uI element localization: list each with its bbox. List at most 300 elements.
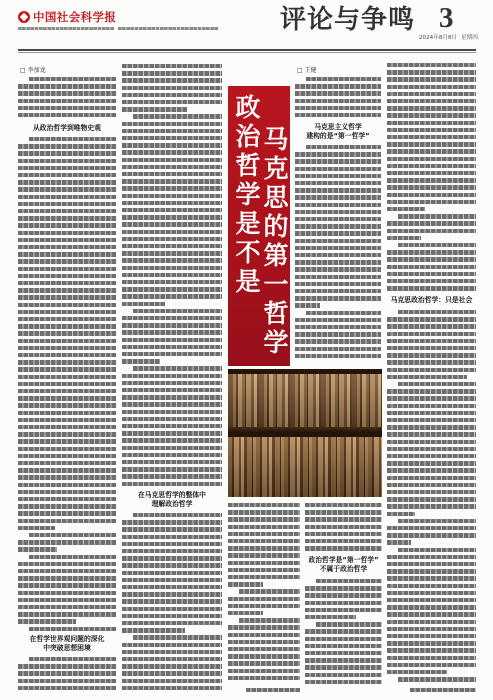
body-text — [122, 64, 222, 488]
text-line — [295, 195, 381, 199]
text-line — [122, 302, 165, 306]
text-line — [387, 272, 476, 276]
text-line — [18, 331, 116, 335]
text-line — [387, 598, 476, 602]
text-line — [398, 243, 476, 247]
text-line — [387, 236, 421, 240]
text-line — [295, 246, 381, 250]
text-line — [228, 546, 300, 550]
text-line — [18, 468, 116, 472]
text-line — [306, 77, 381, 81]
text-line — [228, 582, 263, 586]
text-line — [387, 63, 476, 67]
text-line — [18, 375, 116, 379]
text-line — [122, 535, 222, 539]
text-line — [18, 382, 116, 386]
text-line — [305, 539, 382, 543]
text-line — [122, 482, 222, 486]
text-line — [398, 310, 476, 314]
text-line — [387, 346, 476, 350]
text-line — [387, 620, 476, 624]
text-line — [228, 604, 300, 608]
text-line — [387, 418, 476, 422]
text-line — [122, 150, 222, 154]
text-line — [18, 598, 116, 602]
text-line — [122, 474, 222, 478]
text-line — [122, 607, 222, 611]
text-line — [18, 317, 116, 321]
text-line — [305, 615, 356, 619]
text-line — [122, 208, 222, 212]
text-line — [122, 64, 222, 68]
text-line — [305, 644, 382, 648]
body-text — [295, 77, 381, 121]
text-line — [295, 267, 381, 271]
text-line — [122, 643, 222, 647]
text-line — [18, 686, 116, 690]
article-left-byline: □ 李加龙 — [20, 67, 46, 74]
body-text — [295, 145, 381, 361]
text-line — [387, 569, 476, 573]
article-right-subhead — [295, 123, 381, 140]
text-line — [122, 352, 222, 356]
text-line — [122, 359, 160, 363]
text-line — [18, 274, 116, 278]
text-line — [305, 658, 382, 662]
text-line — [18, 612, 116, 616]
text-line — [387, 135, 476, 139]
text-line — [122, 650, 222, 654]
text-line — [122, 686, 222, 690]
text-line — [122, 165, 222, 169]
text-line — [18, 389, 116, 393]
text-line — [228, 647, 300, 651]
text-line — [387, 447, 476, 451]
text-line — [305, 680, 382, 684]
text-line — [387, 425, 476, 429]
text-line — [387, 375, 467, 379]
text-line — [18, 310, 116, 314]
text-line — [122, 273, 222, 277]
text-line — [122, 107, 187, 111]
text-line — [228, 625, 300, 629]
text-line — [387, 497, 476, 501]
text-line — [122, 158, 222, 162]
text-line — [387, 411, 476, 415]
text-line — [133, 635, 222, 639]
text-line — [305, 665, 382, 669]
text-line — [295, 354, 381, 358]
text-line — [18, 619, 76, 623]
text-line — [18, 159, 116, 163]
text-line — [18, 267, 116, 271]
text-line — [387, 77, 476, 81]
text-line — [387, 70, 476, 74]
text-line — [295, 239, 381, 243]
text-line — [239, 618, 300, 622]
text-line — [18, 547, 57, 551]
text-line — [387, 389, 476, 393]
text-line — [122, 323, 222, 327]
text-line — [122, 549, 222, 553]
text-line — [387, 634, 476, 638]
text-line — [122, 402, 222, 406]
text-line — [122, 316, 222, 320]
text-line — [295, 224, 381, 228]
text-line — [387, 562, 476, 566]
text-line — [18, 591, 116, 595]
text-line — [29, 137, 116, 141]
text-line — [387, 265, 476, 269]
text-line — [387, 113, 476, 117]
text-line — [18, 519, 116, 523]
text-line — [295, 106, 381, 110]
text-line — [316, 622, 382, 626]
section-title: 评论与争鸣 — [280, 5, 416, 35]
issue-date: 2024年8月8日 — [419, 35, 458, 41]
bookshelf-upper-row — [228, 369, 382, 427]
text-line — [387, 468, 476, 472]
text-line — [122, 410, 222, 414]
bookshelf-photo — [228, 369, 382, 497]
text-line — [387, 99, 476, 103]
text-line — [122, 453, 222, 457]
text-line — [122, 679, 222, 683]
text-line — [398, 214, 476, 218]
text-line — [18, 497, 116, 501]
article-left-subhead — [18, 124, 116, 133]
text-line — [18, 396, 116, 400]
masthead-rule — [18, 49, 476, 51]
text-line — [122, 244, 222, 248]
text-line — [122, 395, 222, 399]
text-line — [295, 167, 381, 171]
text-line — [387, 279, 476, 283]
feature-title-line-2: 马克思的第一哲学 — [260, 126, 289, 358]
text-line — [122, 186, 222, 190]
text-line — [122, 294, 222, 298]
text-line — [18, 339, 116, 343]
text-line — [18, 540, 116, 544]
masthead-info-line — [18, 27, 114, 30]
text-line — [122, 388, 222, 392]
text-line — [387, 404, 476, 408]
text-line — [122, 230, 222, 234]
text-line — [122, 585, 222, 589]
text-line — [122, 215, 222, 219]
subhead-line: 建构的是“第一哲学” — [306, 131, 370, 140]
text-line — [18, 439, 116, 443]
text-line — [387, 193, 476, 197]
text-line — [387, 106, 476, 110]
text-line — [295, 188, 381, 192]
text-line — [122, 258, 222, 262]
text-line — [122, 136, 222, 140]
text-line — [387, 555, 476, 559]
text-line — [387, 627, 476, 631]
text-line — [387, 663, 476, 667]
text-line — [18, 295, 116, 299]
text-line — [295, 332, 381, 336]
text-line — [18, 353, 116, 357]
article-right-subhead — [387, 296, 476, 305]
text-line — [122, 438, 222, 442]
text-line — [18, 106, 116, 110]
text-line — [122, 374, 222, 378]
text-line — [29, 533, 116, 537]
text-line — [122, 345, 222, 349]
text-line — [295, 159, 381, 163]
text-line — [295, 303, 320, 307]
text-line — [295, 181, 381, 185]
text-line — [122, 556, 222, 560]
text-line — [387, 317, 476, 321]
text-line — [18, 259, 116, 263]
text-line — [228, 640, 300, 644]
logo-emblem-mark — [20, 13, 28, 21]
text-line — [18, 411, 116, 415]
subhead-line: 政治哲学是“第一哲学” — [308, 556, 379, 564]
text-line — [228, 669, 300, 673]
text-line — [387, 526, 476, 530]
text-line — [228, 525, 300, 529]
text-line — [18, 605, 116, 609]
text-line — [228, 532, 300, 536]
text-line — [122, 78, 222, 82]
text-line — [228, 597, 300, 601]
subhead-line: 理解政治哲学 — [151, 499, 193, 508]
text-line — [133, 513, 222, 517]
text-line — [228, 517, 300, 521]
text-line — [387, 540, 411, 544]
subhead-line: 马克思政治哲学：只是社会 — [390, 296, 473, 304]
text-line — [18, 202, 116, 206]
bookshelf-lower-row — [228, 433, 382, 497]
text-line — [122, 614, 222, 618]
text-line — [18, 180, 116, 184]
text-line — [18, 324, 116, 328]
text-line — [29, 627, 116, 631]
text-line — [387, 178, 476, 182]
text-line — [18, 562, 116, 566]
text-line — [122, 280, 222, 284]
text-line — [387, 591, 476, 595]
body-text — [305, 503, 382, 555]
text-line — [387, 454, 476, 458]
text-line — [18, 216, 116, 220]
text-line — [387, 185, 476, 189]
text-line — [228, 553, 300, 557]
text-line — [122, 542, 222, 546]
text-line — [295, 318, 381, 322]
text-line — [18, 195, 116, 199]
text-line — [387, 648, 476, 652]
text-line — [228, 503, 300, 507]
text-line — [239, 589, 300, 593]
text-line — [305, 532, 382, 536]
text-line — [29, 657, 116, 661]
text-line — [122, 86, 222, 90]
text-line — [387, 200, 476, 204]
text-line — [18, 151, 116, 155]
text-line — [18, 679, 116, 683]
text-line — [18, 113, 116, 117]
text-line — [387, 229, 476, 233]
text-line — [18, 360, 116, 364]
text-line — [18, 403, 116, 407]
subhead-line: 中突破思想困境 — [43, 643, 91, 652]
text-line — [29, 555, 116, 559]
text-line — [295, 275, 381, 279]
text-line — [122, 287, 222, 291]
text-line — [305, 546, 382, 550]
text-line — [387, 257, 476, 261]
text-line — [387, 339, 476, 343]
text-line — [387, 512, 415, 516]
text-line — [122, 592, 222, 596]
text-line — [18, 576, 116, 580]
text-line — [18, 99, 116, 103]
text-line — [18, 91, 116, 95]
text-line — [305, 510, 382, 514]
text-line — [18, 511, 116, 515]
text-line — [29, 77, 116, 81]
body-text — [387, 310, 476, 686]
text-line — [387, 396, 476, 400]
text-line — [387, 670, 447, 674]
text-line — [122, 467, 222, 471]
text-line — [122, 417, 222, 421]
text-line — [18, 583, 116, 587]
text-line — [18, 432, 116, 436]
text-line — [18, 569, 116, 573]
text-line — [305, 586, 382, 590]
text-line — [18, 166, 116, 170]
subhead-line: 马克思主义哲学 — [314, 123, 362, 131]
text-line — [133, 309, 222, 313]
text-line — [122, 201, 222, 205]
text-line — [18, 84, 116, 88]
text-line — [122, 571, 222, 575]
text-line — [18, 454, 116, 458]
text-line — [228, 611, 263, 615]
text-line — [228, 661, 300, 665]
author-affiliation — [410, 688, 476, 692]
text-line — [122, 621, 222, 625]
text-line — [122, 664, 222, 668]
text-line — [387, 432, 476, 436]
text-line — [387, 250, 476, 254]
text-line — [18, 288, 116, 292]
text-line — [18, 209, 116, 213]
text-line — [18, 173, 116, 177]
text-line — [18, 671, 116, 675]
text-line — [295, 282, 381, 286]
text-line — [305, 503, 382, 507]
text-line — [122, 251, 222, 255]
text-line — [228, 676, 300, 680]
text-line — [122, 381, 222, 385]
text-line — [387, 483, 476, 487]
masthead-info-line — [118, 27, 218, 30]
text-line — [122, 93, 222, 97]
text-line — [387, 612, 476, 616]
text-line — [228, 510, 300, 514]
article-left-subhead — [122, 491, 222, 508]
text-line — [122, 460, 222, 464]
text-line — [387, 476, 476, 480]
text-line — [122, 520, 222, 524]
subhead-line: 不属于政治哲学 — [319, 564, 368, 573]
masthead-rule-thin — [18, 52, 476, 53]
text-line — [295, 260, 381, 264]
text-line — [295, 91, 381, 95]
text-line — [18, 281, 116, 285]
text-line — [305, 608, 382, 612]
text-line — [295, 84, 381, 88]
text-line — [122, 129, 222, 133]
feature-title-line-1: 政治哲学是不是 — [232, 94, 261, 297]
text-line — [387, 171, 476, 175]
text-line — [387, 149, 476, 153]
text-line — [387, 440, 476, 444]
text-line — [387, 504, 476, 508]
text-line — [122, 100, 222, 104]
body-text — [228, 503, 300, 683]
body-text — [18, 137, 116, 631]
text-line — [295, 231, 381, 235]
text-line — [387, 221, 476, 225]
text-line — [387, 605, 476, 609]
text-line — [122, 527, 222, 531]
page-number: 3 — [439, 2, 454, 34]
text-line — [306, 145, 381, 149]
article-right-subhead — [305, 556, 382, 573]
text-line — [387, 656, 476, 660]
text-line — [295, 113, 381, 117]
text-line — [18, 475, 116, 479]
text-line — [228, 568, 300, 572]
text-line — [305, 651, 382, 655]
text-line — [122, 424, 222, 428]
subhead-line: 在哲学世界观问题的深化 — [29, 635, 105, 643]
text-line — [387, 286, 476, 290]
text-line — [387, 324, 476, 328]
text-line — [295, 325, 381, 329]
text-line — [122, 143, 222, 147]
body-text — [387, 63, 476, 291]
text-line — [122, 222, 222, 226]
text-line — [18, 447, 116, 451]
text-line — [133, 366, 222, 370]
text-line — [295, 203, 381, 207]
text-line — [18, 303, 116, 307]
text-line — [18, 526, 55, 530]
text-line — [18, 245, 116, 249]
text-line — [305, 629, 382, 633]
text-line — [295, 217, 381, 221]
text-line — [295, 210, 381, 214]
text-line — [122, 599, 222, 603]
text-line — [122, 657, 222, 661]
text-line — [387, 332, 476, 336]
text-line — [228, 561, 300, 565]
text-line — [18, 483, 116, 487]
text-line — [228, 633, 300, 637]
text-line — [387, 92, 476, 96]
body-text — [18, 657, 116, 697]
author-affiliation — [246, 688, 300, 692]
